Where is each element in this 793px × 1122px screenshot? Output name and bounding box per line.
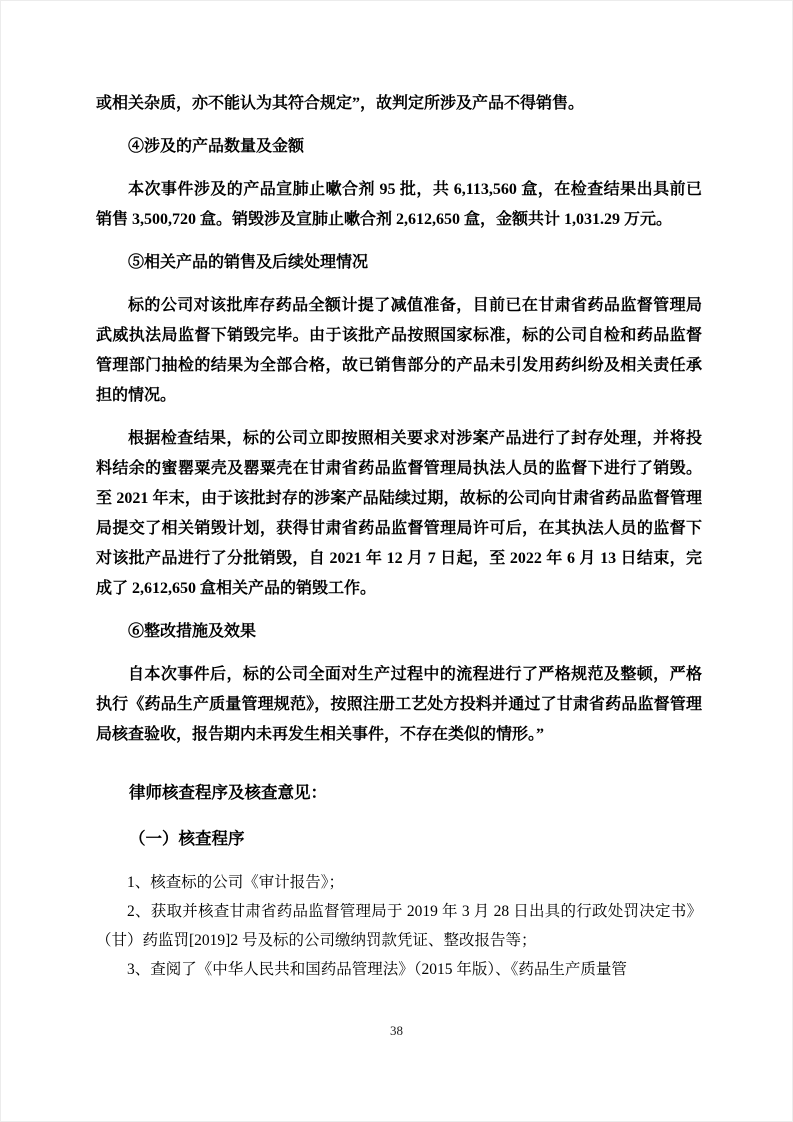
page-number: 38 — [390, 1023, 403, 1038]
item6-paragraph: 自本次事件后，标的公司全面对生产过程中的流程进行了严格规范及整顿，严格执行《药品生产质量管理规范》，按照注册工艺处方投料并通过了甘肃省药品监督管理局核查验收，报告期内未再发生相关事件，不存在类似的情形。” — [96, 666, 702, 743]
item5-paragraph-2: 根据检查结果，标的公司立即按照相关要求对涉案产品进行了封存处理，并将投料结余的蜜罂粟壳及罂粟壳在甘肃省药品监督管理局执法人员的监督下进行了销毁。至 2021 年末，由于该批封存的涉案产品陆续过期，故标的公司向甘肃省药品监督管理局提交了相关销毁计划，获得甘肃省药品监督管理局许可后，在其执法人员的监督下对该批产品进行了分批销毁，自 2021 年 12 月 7 日起，至 2022 年 6 月 13 日结束，完成了 2,612,650 盒相关产品的销毁工作。 — [96, 430, 702, 597]
page-content — [96, 89, 702, 984]
item4-paragraph: 本次事件涉及的产品宣肺止嗽合剂 95 批，共 6,113,560 盒，在检查结果出具前已销售 3,500,720 盒。销毁涉及宣肺止嗽合剂 2,612,650 盒，金额共计 1,031.29 万元。 — [96, 181, 702, 228]
item5-heading: ⑤相关产品的销售及后续处理情况 — [128, 254, 369, 271]
procedure-item-3: 3、查阅了《中华人民共和国药品管理法》（2015 年版）、《药品生产质量管 — [127, 961, 627, 978]
item4-heading: ④涉及的产品数量及金额 — [128, 138, 305, 155]
item5-paragraph-1: 标的公司对该批库存药品全额计提了减值准备，目前已在甘肃省药品监督管理局武威执法局监督下销毁完毕。由于该批产品按照国家标准，标的公司自检和药品监督管理部门抽检的结果为全部合格，故已销售部分的产品未引发用药纠纷及相关责任承担的情况。 — [96, 297, 702, 404]
review-opinion-title: 律师核查程序及核查意见： — [129, 783, 327, 802]
quoted-continuation-line: 或相关杂质，亦不能认为其符合规定”，故判定所涉及产品不得销售。 — [96, 95, 585, 112]
item6-heading: ⑥整改措施及效果 — [128, 623, 257, 640]
procedure-item-2: 2、获取并核查甘肃省药品监督管理局于 2019 年 3 月 28 日出具的行政处罚决定书》（甘）药监罚[2019]2 号及标的公司缴纳罚款凭证、整改报告等； — [96, 903, 702, 949]
procedure-item-1: 1、核查标的公司《审计报告》； — [127, 874, 345, 891]
subsection-title-procedure: （一）核查程序 — [129, 829, 245, 848]
